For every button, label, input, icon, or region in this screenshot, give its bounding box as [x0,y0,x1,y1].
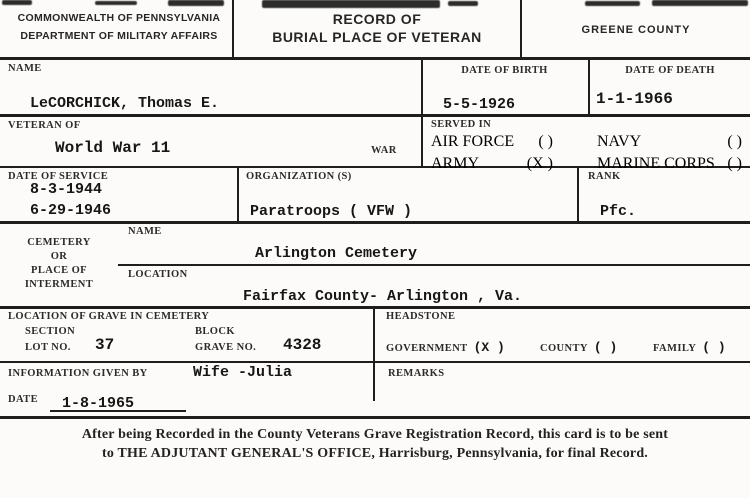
government-checkbox: (X ) [473,340,505,355]
family-label: FAMILY [653,343,697,354]
information-given-by-value: Wife -Julia [193,364,293,381]
headstone-label: HEADSTONE [386,311,456,322]
divider [0,416,750,419]
cemetery-block-line-3: PLACE OF [31,265,87,276]
date-of-birth-value: 5-5-1926 [443,96,516,113]
scan-artifact [95,1,137,5]
navy-checkbox: ( ) [727,133,742,150]
county-name: GREENE COUNTY [581,24,691,36]
family-checkbox: ( ) [702,340,726,355]
marine-corps-checkbox: ( ) [727,155,742,172]
army-label: ARMY [431,155,480,172]
form-title-line-1: RECORD OF [332,11,422,27]
divider [0,361,750,363]
name-value: LeCORCHICK, Thomas E. [30,95,220,112]
divider [0,57,750,60]
date-of-service-from: 8-3-1944 [30,181,103,198]
date-of-birth-label: DATE OF BIRTH [461,65,548,76]
divider [237,168,239,222]
divider [0,306,750,309]
divider [0,221,750,224]
date-of-death-value: 1-1-1966 [596,90,673,108]
air-force-label: AIR FORCE [431,133,515,150]
marine-corps-label: MARINE CORPS [597,155,715,172]
cemetery-block-line-2: OR [50,251,68,262]
divider [0,114,750,117]
divider [373,309,375,362]
organization-label: ORGANIZATION (S) [246,171,352,182]
date-value: 1-8-1965 [62,395,135,412]
rank-value: Pfc. [600,203,637,220]
date-of-service-label: DATE OF SERVICE [8,171,109,182]
veteran-of-label: VETERAN OF [8,120,81,131]
footer-instruction-line-2: to THE ADJUTANT GENERAL'S OFFICE, Harrisburg, Pennsylvania, for final Record. [101,446,649,461]
cemetery-location-value: Fairfax County- Arlington , Va. [243,288,523,305]
agency-line-1: COMMONWEALTH OF PENNSYLVANIA [17,12,221,24]
lot-no-value: 37 [95,336,115,354]
cemetery-block-line-1: CEMETERY [27,237,91,248]
date-of-service-to: 6-29-1946 [30,202,112,219]
served-in-label: SERVED IN [431,119,492,130]
air-force-checkbox: ( ) [538,133,553,150]
form-title-line-2: BURIAL PLACE OF VETERAN [272,29,482,45]
cemetery-location-label: LOCATION [128,269,188,280]
information-given-by-label: INFORMATION GIVEN BY [8,368,148,379]
cemetery-name-value: Arlington Cemetery [255,245,418,262]
served-in-right-column [597,133,742,173]
block-label: BLOCK [195,326,235,337]
county-label: COUNTY [540,343,588,354]
army-row [431,155,553,173]
date-label: DATE [8,394,38,405]
remarks-label: REMARKS [388,368,445,379]
government-label: GOVERNMENT [386,343,468,354]
scan-artifact [2,0,32,5]
cemetery-block-line-4: INTERMENT [24,279,94,290]
grave-location-label: LOCATION OF GRAVE IN CEMETERY [8,311,210,322]
agency-line-2: DEPARTMENT OF MILITARY AFFAIRS [20,30,218,42]
county-checkbox: ( ) [593,340,618,355]
lot-no-label: LOT NO. [25,342,71,353]
navy-row [597,133,742,151]
divider [577,168,579,222]
organization-value: Paratroops ( VFW ) [250,203,413,220]
family-headstone-option [653,340,726,355]
grave-no-label: GRAVE NO. [195,342,257,353]
divider [118,264,750,266]
divider [421,116,423,168]
scan-artifact [262,0,440,8]
scan-artifact [652,0,748,6]
veteran-of-value: World War 11 [55,139,171,157]
grave-no-value: 4328 [283,336,322,354]
rank-label: RANK [588,171,621,182]
section-label: SECTION [25,326,76,337]
scan-artifact [168,0,224,6]
served-in-left-column [431,133,553,173]
county-headstone-option [540,340,617,355]
name-label: NAME [8,63,42,74]
army-checkbox: (X ) [526,155,553,172]
air-force-row [431,133,553,151]
cemetery-name-label: NAME [128,226,162,237]
scan-artifact [585,1,640,6]
footer-instruction-line-1: After being Recorded in the County Veterans Grave Registration Record, this card is to be sent [81,427,669,442]
navy-label: NAVY [597,133,642,150]
scan-artifact [448,1,478,6]
government-headstone-option [386,340,505,355]
divider [373,363,375,401]
date-of-death-label: DATE OF DEATH [625,65,715,76]
war-label: WAR [371,145,397,156]
